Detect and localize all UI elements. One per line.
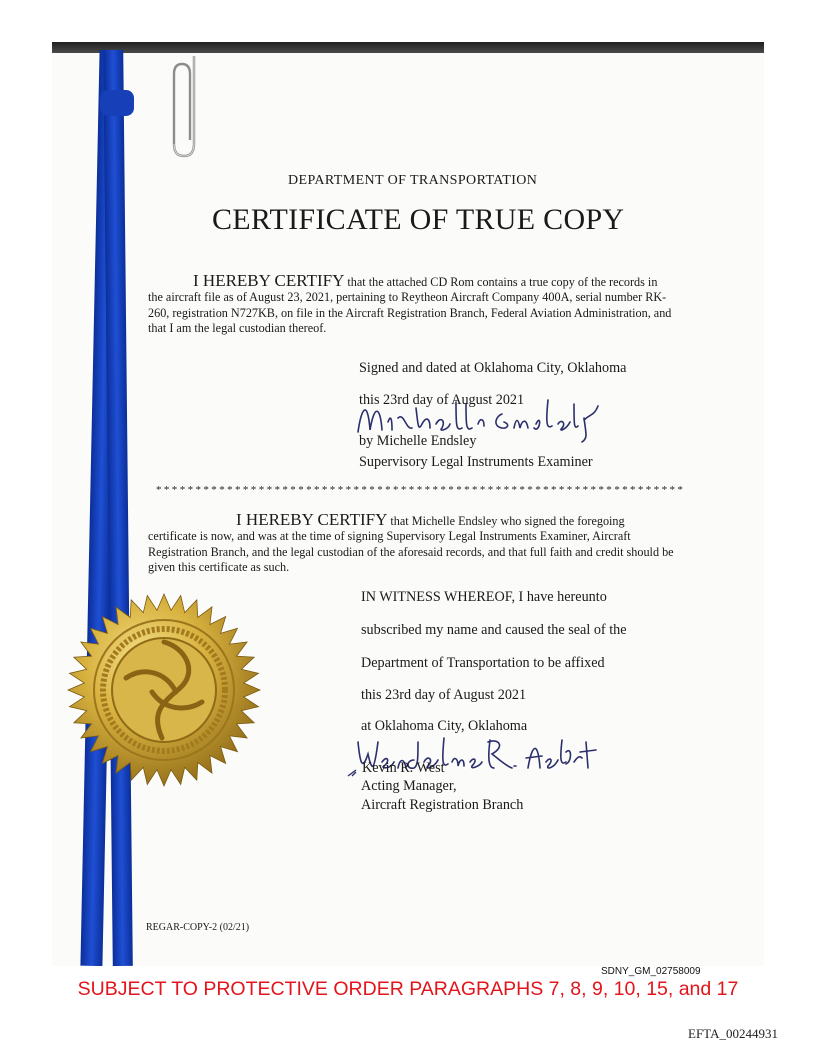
witness-line-3: Department of Transportation to be affixed bbox=[361, 655, 605, 671]
paperclip-icon bbox=[172, 52, 212, 162]
scanned-document bbox=[52, 42, 764, 966]
ribbon-knot bbox=[100, 90, 134, 116]
certify-lead-2: I HEREBY CERTIFY bbox=[236, 510, 388, 529]
certify-paragraph-2 bbox=[148, 512, 728, 576]
scan-top-edge bbox=[52, 42, 764, 53]
paragraph-1-line-2: the aircraft file as of August 23, 2021, pertaining to Reytheon Aircraft Company 400A, serial number RK- bbox=[148, 290, 667, 305]
witness-line-4: this 23rd day of August 2021 bbox=[361, 687, 527, 703]
signer-role: Supervisory Legal Instruments Examiner bbox=[359, 454, 593, 470]
witness-line-2: subscribed my name and caused the seal of the bbox=[361, 622, 627, 638]
signed-day-line: this 23rd day of August 2021 bbox=[359, 392, 525, 408]
bates-number: SDNY_GM_02758009 bbox=[601, 966, 701, 977]
blue-ribbon-right bbox=[103, 50, 133, 966]
paragraph-2-line-2: certificate is now, and was at the time of signing Supervisory Legal Instruments Examiner, Aircraft bbox=[148, 529, 631, 544]
certify-paragraph-1 bbox=[148, 273, 708, 337]
witness-title: Acting Manager, bbox=[361, 778, 457, 794]
witness-line-5: at Oklahoma City, Oklahoma bbox=[361, 718, 528, 734]
paragraph-2-line-3: Registration Branch, and the legal custodian of the aforesaid records, and that full faith and credit should be bbox=[148, 544, 674, 559]
protective-order-notice: SUBJECT TO PROTECTIVE ORDER PARAGRAPHS 7, 8, 9, 10, 15, and 17 bbox=[77, 978, 739, 1000]
certificate-title: CERTIFICATE OF TRUE COPY bbox=[212, 203, 625, 236]
paragraph-1-line-4: that I am the legal custodian thereof. bbox=[148, 321, 327, 336]
efta-number: EFTA_00244931 bbox=[688, 1026, 778, 1041]
paragraph-2-line-4: given this certificate as such. bbox=[148, 560, 290, 575]
paragraph-1-line-3: 260, registration N727KB, on file in the Aircraft Registration Branch, Federal Aviation Administration, and bbox=[148, 305, 672, 320]
witness-line-1: IN WITNESS WHEREOF, I have hereunto bbox=[361, 589, 607, 605]
certify-lead-1: I HEREBY CERTIFY bbox=[193, 271, 345, 290]
signed-dated-line: Signed and dated at Oklahoma City, Oklahoma bbox=[359, 360, 627, 376]
department-heading: DEPARTMENT OF TRANSPORTATION bbox=[288, 173, 538, 188]
witness-branch: Aircraft Registration Branch bbox=[361, 797, 524, 813]
form-code: REGAR-COPY-2 (02/21) bbox=[146, 922, 250, 933]
witness-name: Kevin R. West bbox=[362, 760, 445, 776]
gold-seal-icon bbox=[66, 592, 262, 788]
signer-name: by Michelle Endsley bbox=[359, 433, 477, 449]
paragraph-1-line-1: I HEREBY CERTIFY that the attached CD Rom contains a true copy of the records in bbox=[193, 271, 658, 290]
paragraph-2-line-1: I HEREBY CERTIFY that Michelle Endsley who signed the foregoing bbox=[236, 510, 625, 529]
separator-line: ******************************************************************* bbox=[156, 484, 686, 496]
